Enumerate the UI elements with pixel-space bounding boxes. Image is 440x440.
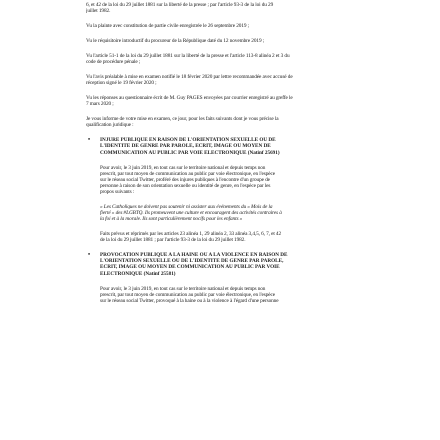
paragraph-mise-en-examen (86, 116, 394, 128)
paragraph-article-51 (86, 53, 394, 65)
charge-title-line: L'ORIENTATION SEXUELLE OU DE L'IDENTITE DE GENRE PAR PAROLE, (100, 258, 284, 265)
paragraph-reponses (86, 95, 394, 107)
paragraph-line: Vu le réquisitoire introductif du procureur de la République daté du 12 novembre 2019 ; (86, 38, 265, 44)
quote-line: « Les Catholiques ne doivent pas soutenir ni assister aux événements du « Mois de la (100, 203, 273, 210)
charge-body-line: personne à raison de son orientation sexuelle ou identité de genre, en l'espèce par les (100, 182, 271, 189)
charge-injure-quote (86, 204, 394, 222)
quote-line: la foi et à la morale. Ils sont particulièrement nocifs pour les enfants » (100, 215, 243, 222)
law-line: de la loi du 29 juillet 1881 ; par l'article 93-3 de la loi du 29 juillet 1982. (100, 236, 246, 243)
law-line: Faits prévus et réprimés par les articles 23 alinéa 1, 29 alinéa 2, 33 alinéa 3,4,5, 6, 7, et 42 (100, 230, 282, 237)
charge-provocation (86, 252, 394, 277)
charge-body-line: Pour avoir, le 3 juin 2019, en tout cas sur le territoire national et depuis temps non (100, 164, 266, 171)
charge-injure-body (86, 165, 394, 195)
charge-title-line: L'IDENTITE DE GENRE PAR PAROLE, ECRIT, IMAGE OU MOYEN DE (100, 143, 271, 150)
paragraph-requisitoire (86, 38, 394, 44)
paragraph-line: Vu la plainte avec constitution de partie civile enregistrée le 26 septembre 2019 ; (86, 23, 250, 29)
header-line: 6, et 42 de la loi du 29 juillet 1881 sur la liberté de la presse ; par l'article 93-3 de la loi du 29 (86, 2, 274, 8)
charge-provocation-body (86, 286, 394, 304)
paragraph-line: 7 mars 2020 ; (86, 101, 114, 107)
charge-title-line: COMMUNICATION AU PUBLIC PAR VOIE ELECTRONIQUE (Natinf 25691) (100, 149, 280, 156)
paragraph-line: Vu l'article 51-1 de la loi du 29 juillet 1881 sur la liberté de la presse et l'article 113-8 alinéa 2 et 3 du (86, 53, 290, 59)
header-continuation (86, 2, 394, 14)
charge-body-line: prescrit, par tout moyen de communication au public par voie électronique, en l'espèce (100, 170, 276, 177)
paragraph-line: qualification juridique : (86, 122, 134, 128)
paragraph-plainte (86, 23, 394, 29)
charge-injure-law (86, 231, 394, 243)
charge-body-line: propos suivants : (100, 188, 135, 195)
charge-title-line: PROVOCATION PUBLIQUE A LA HAINE OU A LA VIOLENCE EN RAISON DE (100, 251, 288, 258)
charge-body-line: Pour avoir, le 3 juin 2019, en tout cas sur le territoire national et depuis temps non (100, 286, 266, 293)
quote-line: fierté » des #LGBTQ. Ils promeuvent une culture et encouragent des activités contraires à (100, 209, 282, 216)
paragraph-avis-prealable (86, 74, 394, 86)
paragraph-line: Vu les réponses au questionnaire écrit de M. Guy PAGES envoyées par courrier enregistré au greffe le (86, 95, 293, 101)
charge-injure (86, 137, 394, 156)
charge-body-line: prescrit, par tout moyen de communication au public par voie électronique, en l'espèce (100, 292, 276, 299)
charge-body-line: sur le réseau social Twitter, provoqué à la haine ou à la violence à l'égard d'une personne (100, 298, 279, 305)
header-line: juillet 1982. (86, 8, 111, 14)
paragraph-line: réception signé le 19 février 2020 ; (86, 80, 157, 86)
charge-title-line: ECRIT, IMAGE OU MOYEN DE COMMUNICATION AU PUBLIC PAR VOIE (100, 264, 280, 271)
bullet-icon: • (88, 251, 91, 258)
paragraph-line: Vu l'avis préalable à mise en examen notifié le 18 février 2020 par lettre recommandée avec accusé de (86, 74, 293, 80)
charge-body-line: sur le réseau social Twitter, proféré des injures publiques à l'encontre d'un groupe de (100, 176, 270, 183)
charge-title-line: INJURE PUBLIQUE EN RAISON DE L'ORIENTATION SEXUELLE OU DE (100, 137, 276, 143)
bullet-icon: • (88, 137, 91, 143)
paragraph-line: code de procédure pénale ; (86, 59, 141, 65)
charge-title-line: ELECTRONIQUE (Natinf 25581) (100, 270, 176, 277)
paragraph-line: Je vous informe de votre mise en examen, ce jour, pour les faits suivants dont je vous précise la (86, 116, 279, 122)
